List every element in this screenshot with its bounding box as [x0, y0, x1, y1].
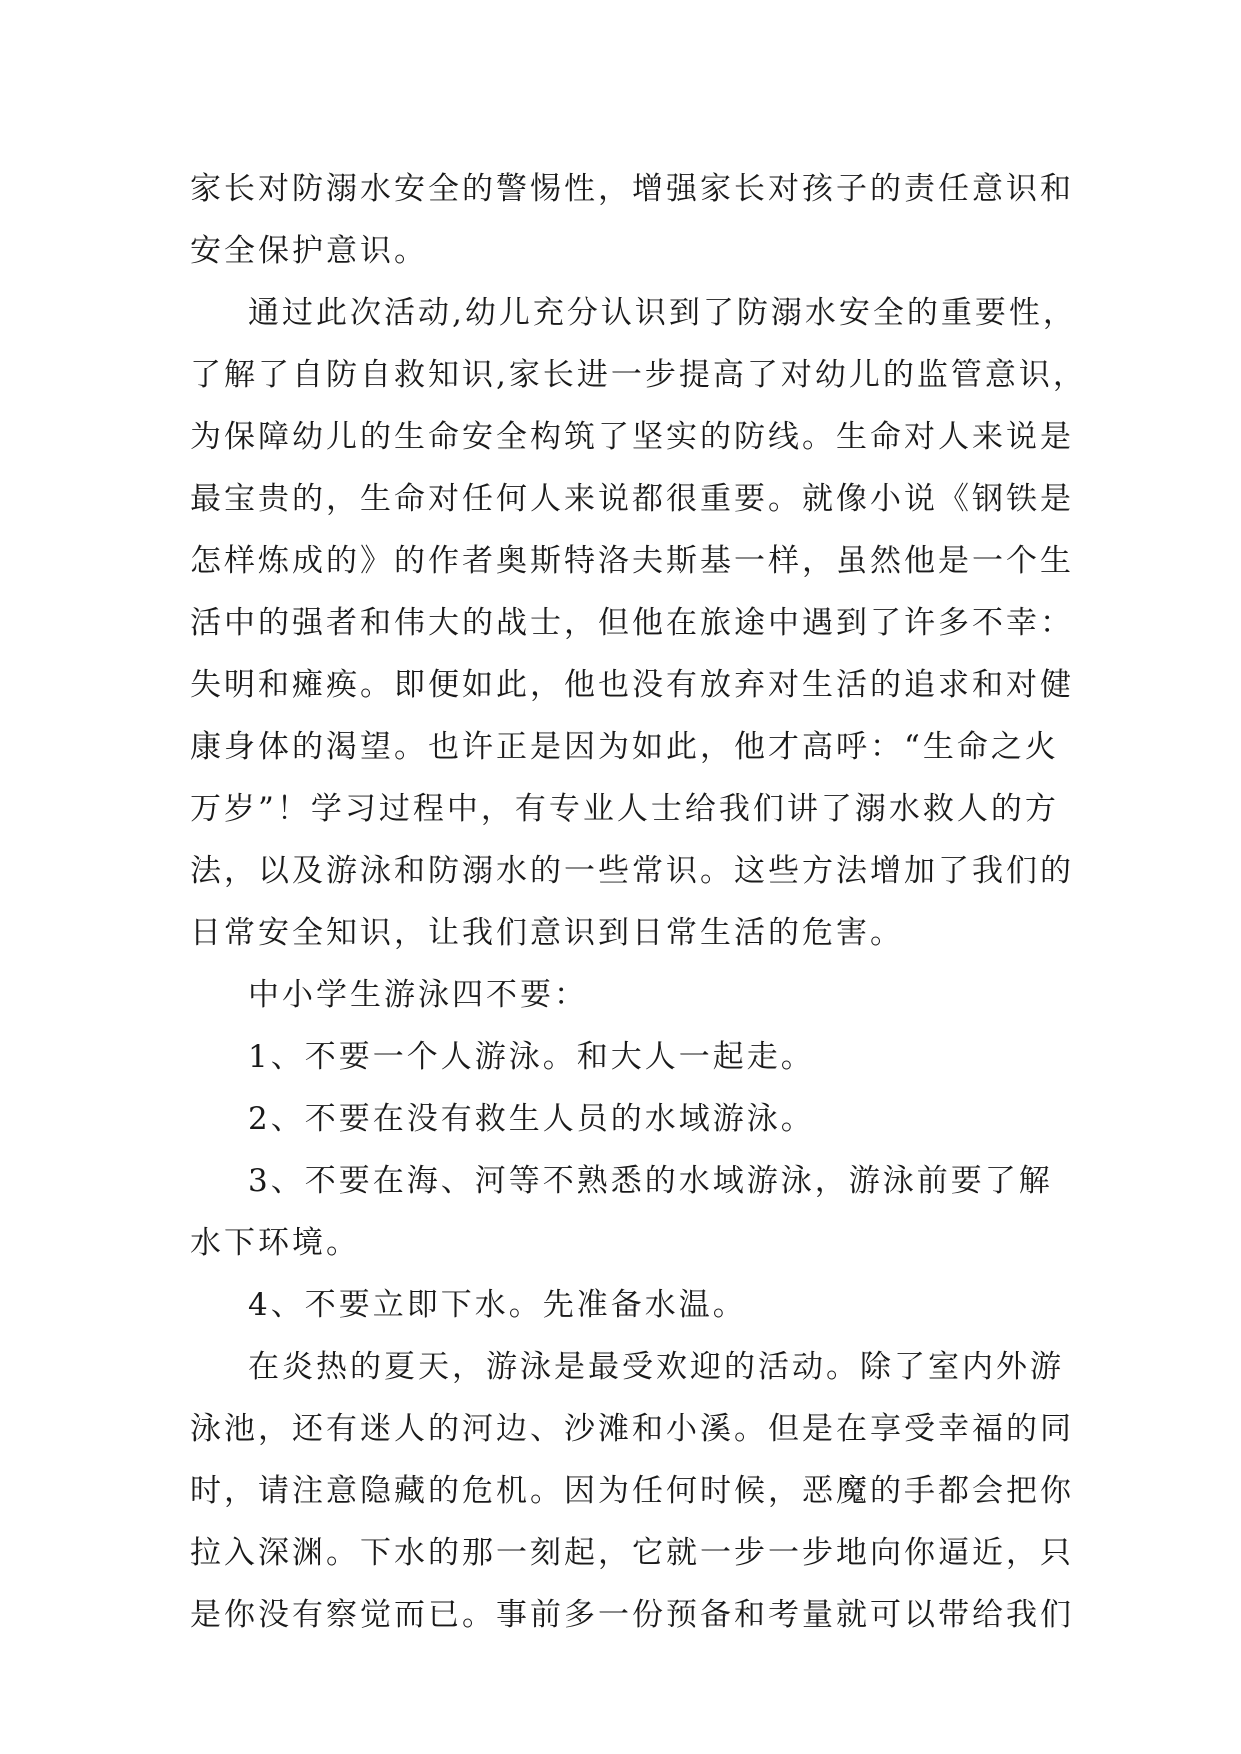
text-line: 家长对防溺水安全的警惕性，增强家长对孩子的责任意识和 [190, 171, 1074, 207]
text-line: 日常安全知识，让我们意识到日常生活的危害。 [190, 915, 904, 951]
text-line: 万岁”！学习过程中，有专业人士给我们讲了溺水救人的方 [190, 791, 1059, 827]
text-line: 3、不要在海、河等不熟悉的水域游泳，游泳前要了解 [248, 1163, 1053, 1199]
text-line: 安全保护意识。 [190, 233, 428, 269]
text-line: 最宝贵的，生命对任何人来说都很重要。就像小说《钢铁是 [190, 481, 1074, 517]
text-line: 拉入深渊。下水的那一刻起，它就一步一步地向你逼近，只 [190, 1535, 1074, 1571]
document-body [190, 158, 1090, 1646]
text-line: 4、不要立即下水。先准备水温。 [248, 1287, 747, 1323]
text-line: 法，以及游泳和防溺水的一些常识。这些方法增加了我们的 [190, 853, 1074, 889]
text-line: 2、不要在没有救生人员的水域游泳。 [248, 1101, 815, 1137]
text-line: 在炎热的夏天，游泳是最受欢迎的活动。除了室内外游 [248, 1349, 1064, 1385]
text-line: 康身体的渴望。也许正是因为如此，他才高呼：“生命之火 [190, 729, 1059, 765]
text-line: 通过此次活动,幼儿充分认识到了防溺水安全的重要性， [248, 295, 1077, 331]
text-line: 中小学生游泳四不要： [248, 977, 588, 1013]
text-line: 泳池，还有迷人的河边、沙滩和小溪。但是在享受幸福的同 [190, 1411, 1074, 1447]
text-line: 水下环境。 [190, 1225, 360, 1261]
text-line: 时，请注意隐藏的危机。因为任何时候，恶魔的手都会把你 [190, 1473, 1074, 1509]
text-line: 失明和瘫痪。即便如此，他也没有放弃对生活的追求和对健 [190, 667, 1074, 703]
text-line: 为保障幼儿的生命安全构筑了坚实的防线。生命对人来说是 [190, 419, 1074, 455]
text-line: 了解了自防自救知识,家长进一步提高了对幼儿的监管意识， [190, 357, 1087, 393]
text-line: 1、不要一个人游泳。和大人一起走。 [248, 1039, 815, 1075]
text-line: 活中的强者和伟大的战士，但他在旅途中遇到了许多不幸： [190, 605, 1074, 641]
text-line: 是你没有察觉而已。事前多一份预备和考量就可以带给我们 [190, 1597, 1074, 1633]
text-line: 怎样炼成的》的作者奥斯特洛夫斯基一样，虽然他是一个生 [190, 543, 1074, 579]
